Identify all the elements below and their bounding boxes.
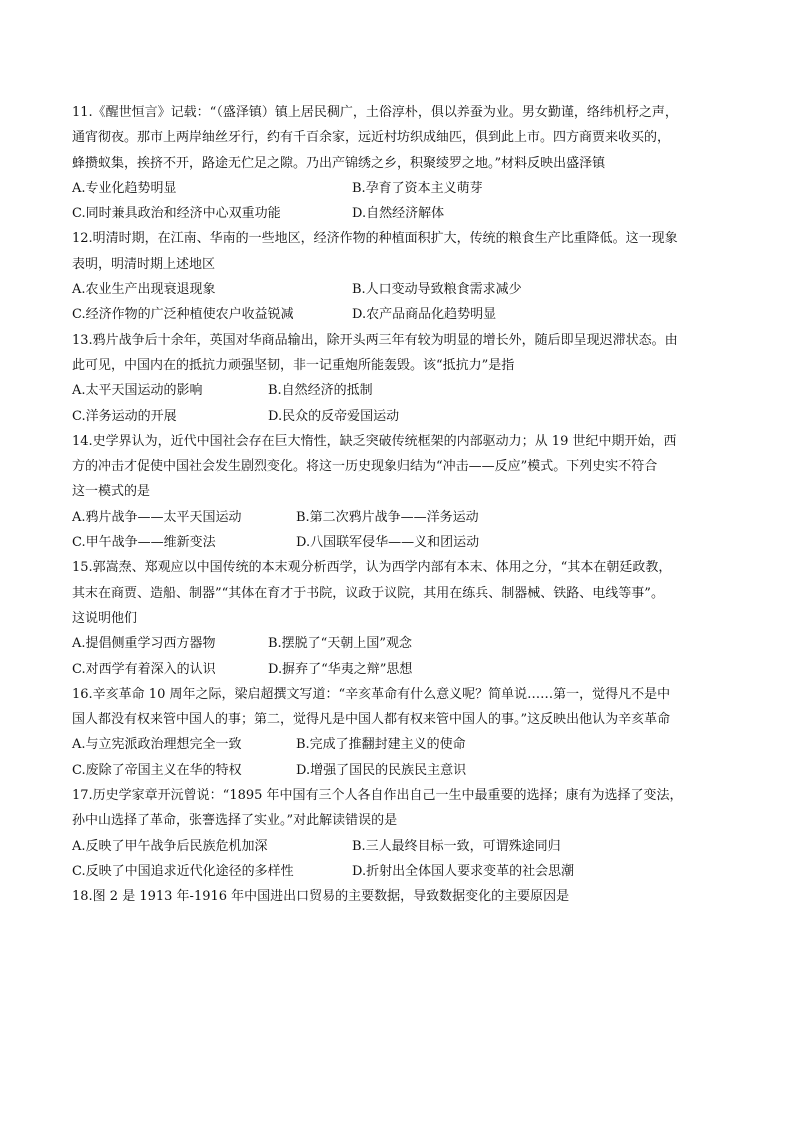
question-12 [72,226,722,327]
question-text-line: 18.图 2 是 1913 年-1916 年中国进出口贸易的主要数据，导致数据变化的主要原因是 [72,889,570,905]
question-text-line: 方的冲击才促使中国社会发生剧烈变化。将这一历史现象归结为“冲击——反应”模式。下列史实不符合 [72,459,658,475]
question-text-line: 孙中山选择了革命，张謇选择了实业。”对此解读错误的是 [72,813,398,829]
option-c: C.对西学有着深入的认识 [72,661,216,677]
option-b: B.完成了推翻封建主义的使命 [296,737,466,753]
option-row [72,404,722,429]
question-text-line: 11.《醒世恒言》记载：“（盛泽镇）镇上居民稠广，土俗淳朴，俱以养蚕为业。男女勤谨，络纬机杼之声， [72,105,678,120]
option-c: C.反映了中国追求近代化途径的多样性 [72,863,294,879]
question-13 [72,328,722,429]
option-c: C.同时兼具政治和经济中心双重功能 [72,206,281,222]
option-row [72,859,722,884]
option-a: A.反映了甲午战争后民族危机加深 [72,838,268,854]
option-b: B.孕育了资本主义萌芽 [352,180,483,196]
question-text-line: 16.辛亥革命 10 周年之际，梁启超撰文写道：“辛亥革命有什么意义呢？简单说……第一，觉得凡不是中 [72,686,671,702]
question-18 [72,884,722,909]
question-14 [72,429,722,555]
option-d: D.折射出全体国人要求变革的社会思潮 [352,863,575,879]
option-row [72,631,722,656]
question-11 [72,100,722,226]
question-text-line: 表明，明清时期上述地区 [72,256,216,272]
option-row [72,505,722,530]
option-d: D.民众的反帝爱国运动 [268,408,400,424]
option-b: B.三人最终目标一致，可谓殊途同归 [352,838,561,854]
option-row [72,378,722,403]
option-a: A.提倡侧重学习西方器物 [72,636,216,652]
option-a: A.专业化趋势明显 [72,180,177,196]
option-c: C.废除了帝国主义在华的特权 [72,762,242,778]
option-a: A.太平天国运动的影响 [72,383,203,399]
option-row [72,277,722,302]
option-a: A.与立宪派政治理想完全一致 [72,737,242,753]
option-d: D.八国联军侵华——义和团运动 [296,535,480,551]
question-text-line: 17.历史学家章开沅曾说：“1895 年中国有三个人各自作出自己一生中最重要的选择；康有为选择了变法， [72,788,683,804]
question-text-line: 其末在商贾、造船、制器”“其体在育才于书院，议政于议院，其用在练兵、制器械、铁路、电线等事”。 [72,585,664,601]
question-17 [72,783,722,884]
question-text-line: 13.鸦片战争后十余年，英国对华商品输出，除开头两三年有较为明显的增长外，随后即呈现迟滞状态。由 [72,332,678,348]
option-c: C.经济作物的广泛种植使农户收益锐减 [72,307,294,323]
question-16 [72,682,722,783]
question-text-line: 15.郭嵩焘、郑观应以中国传统的本末观分析西学，认为西学内部有本末、体用之分，“其本在朝廷政教， [72,560,672,576]
question-text-line: 国人都没有权来管中国人的事；第二，觉得凡是中国人都有权来管中国人的事。”这反映出他认为辛亥革命 [72,712,671,728]
option-c: C.甲午战争——维新变法 [72,535,216,551]
option-d: D.自然经济解体 [352,206,445,222]
question-text-line: 12.明清时期，在江南、华南的一些地区，经济作物的种植面积扩大，传统的粮食生产比重降低。这一现象 [72,231,678,247]
option-row [72,201,722,226]
option-row [72,732,722,757]
option-b: B.自然经济的抵制 [268,383,373,399]
option-a: A.鸦片战争——太平天国运动 [72,509,242,525]
question-text-line: 此可见，中国内在的抵抗力顽强坚韧，非一记重炮所能轰毁。该“抵抗力”是指 [72,357,515,373]
question-text-line: 14.史学界认为，近代中国社会存在巨大惰性，缺乏突破传统框架的内部驱动力；从 19 世纪中期开始，西 [72,433,677,449]
option-row [72,834,722,859]
question-text-line: 这说明他们 [72,610,138,626]
question-text-line: 这一模式的是 [72,484,151,500]
option-row [72,530,722,555]
option-c: C.洋务运动的开展 [72,408,177,424]
question-text-line: 蜂攒蚁集，挨挤不开，路途无伫足之隙。乃出产锦绣之乡，积聚绫罗之地。”材料反映出盛泽镇 [72,155,606,171]
option-d: D.增强了国民的民族民主意识 [296,762,467,778]
option-b: B.人口变动导致粮食需求减少 [352,282,522,298]
question-text-line: 通宵彻夜。那市上两岸䌷丝牙行，约有千百余家，远近村坊织成䌷匹，俱到此上市。四方商贾来收买的， [72,130,671,146]
question-15 [72,555,722,681]
option-a: A.农业生产出现衰退现象 [72,282,216,298]
option-row [72,758,722,783]
option-row [72,302,722,327]
option-row [72,657,722,682]
option-d: D.摒弃了“华夷之辩”思想 [268,661,413,677]
option-b: B.第二次鸦片战争——洋务运动 [296,509,479,525]
option-row [72,176,722,201]
exam-page [72,100,722,910]
option-b: B.摆脱了“天朝上国”观念 [268,636,412,652]
option-d: D.农产品商品化趋势明显 [352,307,497,323]
